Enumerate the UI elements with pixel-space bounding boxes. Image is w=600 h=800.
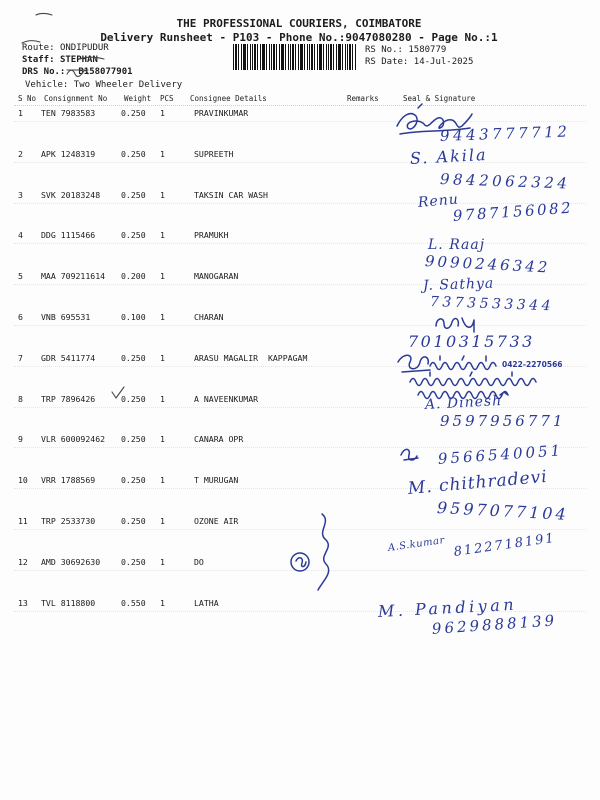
consignee-details: PRAVINKUMAR — [194, 108, 249, 118]
pieces: 1 — [160, 312, 165, 322]
consignee-details: TAKSIN CAR WASH — [194, 189, 268, 200]
stamp-initial-scribble — [398, 355, 430, 372]
vehicle-value: Two Wheeler Delivery — [73, 80, 183, 90]
consignment-number: VRR 1788569 — [41, 475, 96, 486]
curly-bracket-mark — [318, 514, 329, 590]
weight: 0.250 — [121, 475, 146, 486]
drs-value: B158077901 — [78, 67, 133, 77]
route-pen-mark — [22, 41, 40, 43]
pieces: 1 — [160, 352, 165, 363]
col-header-weight: Weight — [124, 94, 152, 103]
serial-number: 2 — [18, 148, 23, 159]
handwritten-name: A. Dinesh — [424, 392, 503, 413]
weight: 0.250 — [121, 230, 146, 241]
runsheet-title: Delivery Runsheet - P103 - Phone No.:9047080280 - Page No.:1 — [100, 31, 498, 44]
consignee-details: DO — [194, 556, 204, 567]
company-name: THE PROFESSIONAL COURIERS, COIMBATORE — [176, 17, 422, 30]
pieces: 1 — [160, 434, 165, 445]
consignee-details: SUPREETH — [194, 148, 234, 159]
consignee-details: CANARA OPR — [194, 434, 244, 445]
pieces: 1 — [160, 189, 165, 200]
signature-row-6 — [436, 318, 474, 332]
handwritten-phone: 8122718191 — [452, 530, 557, 560]
handwritten-phone: 9629888139 — [431, 611, 558, 638]
drs-label: DRS No.: — [22, 67, 66, 77]
consignment-number: AMD 30692630 — [41, 556, 101, 567]
rs-date-label: RS Date: — [365, 57, 409, 67]
handwritten-name: M. chithradevi — [407, 466, 549, 499]
route-label: Route: — [22, 43, 55, 53]
serial-number: 12 — [18, 556, 28, 567]
drs-scribble — [67, 70, 88, 76]
handwritten-phone: 9443777712 — [439, 122, 571, 145]
col-header-pcs: PCS — [160, 94, 174, 103]
top-pen-dash — [36, 14, 52, 16]
consignee-details: CHARAN — [194, 312, 224, 322]
handwritten-phone: 9842062324 — [439, 170, 571, 193]
consignment-number: GDR 5411774 — [41, 352, 96, 363]
consignee-details: A NAVEENKUMAR — [194, 393, 259, 404]
rs-no-value: 1580779 — [408, 45, 447, 55]
pieces: 1 — [160, 271, 165, 282]
signature-row-9 — [401, 449, 418, 460]
weight: 0.550 — [121, 597, 146, 608]
consignment-number: TRP 7896426 — [41, 393, 96, 404]
pieces: 1 — [160, 230, 165, 241]
handwritten-name: L. Raaj — [428, 237, 486, 253]
check-mark-icon — [112, 387, 124, 398]
consignment-number: VNB 695531 — [41, 312, 91, 322]
vehicle-label: Vehicle: — [25, 80, 69, 90]
handwritten-phone: 7010315733 — [408, 332, 535, 351]
serial-number: 9 — [18, 434, 23, 445]
consignment-number: MAA 709211614 — [41, 271, 106, 282]
stamp-line-2 — [410, 372, 536, 386]
serial-number: 3 — [18, 189, 23, 200]
serial-number: 5 — [18, 271, 23, 282]
handwritten-name: S. Akila — [409, 144, 488, 168]
consignee-details: PRAMUKH — [194, 230, 229, 241]
weight: 0.250 — [121, 352, 146, 363]
col-header-consignment: Consignment No — [44, 94, 108, 103]
staff-overwrite-mark — [80, 57, 104, 59]
serial-number: 10 — [18, 475, 28, 486]
pieces: 1 — [160, 148, 165, 159]
weight: 0.200 — [121, 271, 146, 282]
serial-number: 7 — [18, 352, 23, 363]
consignee-details: ARASU MAGALIR KAPPAGAM — [194, 352, 308, 363]
consignment-number: TVL 8118800 — [41, 597, 96, 608]
handwritten-name: Renu — [417, 191, 460, 211]
serial-number: 6 — [18, 312, 23, 322]
col-header-sno: S No — [18, 94, 37, 103]
stamp-line-1 — [430, 356, 496, 370]
serial-number: 1 — [18, 108, 23, 118]
serial-number: 8 — [18, 393, 23, 404]
consignee-details: T MURUGAN — [194, 475, 239, 486]
pieces: 1 — [160, 556, 165, 567]
consignment-number: SVK 20183248 — [41, 189, 101, 200]
weight: 0.100 — [121, 312, 146, 322]
consignee-details: MANOGARAN — [194, 271, 239, 282]
weight: 0.250 — [121, 393, 146, 404]
weight: 0.250 — [121, 189, 146, 200]
stamp-phone: 0422-2270566 — [502, 360, 563, 369]
consignment-number: DDG 1115466 — [41, 230, 96, 241]
handwritten-name: A.S.kumar — [387, 535, 446, 554]
handwritten-phone: 9090246342 — [424, 252, 551, 277]
weight: 0.250 — [121, 148, 146, 159]
handwritten-phone: 9566540051 — [437, 441, 564, 468]
rs-date-value: 14-Jul-2025 — [413, 57, 474, 67]
staff-value: STEPHAN — [59, 55, 98, 65]
pieces: 1 — [160, 516, 165, 526]
consignment-number: TEN 7983583 — [41, 108, 96, 118]
pieces: 1 — [160, 108, 165, 118]
col-header-signature: Seal & Signature — [403, 94, 476, 103]
handwritten-phone: 9787156082 — [452, 198, 574, 225]
col-header-remarks: Remarks — [347, 94, 379, 103]
serial-number: 11 — [18, 516, 28, 526]
handwritten-name: J. Sathya — [422, 275, 495, 294]
circled-mark-inner — [296, 558, 306, 567]
consignment-number: VLR 600092462 — [41, 434, 106, 445]
serial-number: 4 — [18, 230, 23, 241]
consignment-number: APK 1248319 — [41, 148, 96, 159]
consignee-details: LATHA — [194, 597, 219, 608]
pieces: 1 — [160, 597, 165, 608]
weight: 0.250 — [121, 434, 146, 445]
handwritten-name: M. Pandiyan — [377, 594, 518, 621]
serial-number: 13 — [18, 597, 28, 608]
weight: 0.250 — [121, 556, 146, 567]
consignment-number: TRP 2533730 — [41, 516, 96, 526]
route-value: ONDIPUDUR — [59, 43, 109, 53]
col-header-consignee: Consignee Details — [190, 94, 267, 103]
weight: 0.250 — [121, 516, 146, 526]
handwritten-phone: 7373533344 — [429, 294, 555, 315]
consignee-details: OZONE AIR — [194, 516, 239, 526]
pieces: 1 — [160, 393, 165, 404]
pieces: 1 — [160, 475, 165, 486]
handwritten-phone: 9597077104 — [436, 498, 570, 524]
handwritten-phone: 9597956771 — [440, 412, 566, 430]
staff-label: Staff: — [22, 55, 55, 65]
rs-no-label: RS No.: — [365, 45, 403, 55]
weight: 0.250 — [121, 108, 146, 118]
